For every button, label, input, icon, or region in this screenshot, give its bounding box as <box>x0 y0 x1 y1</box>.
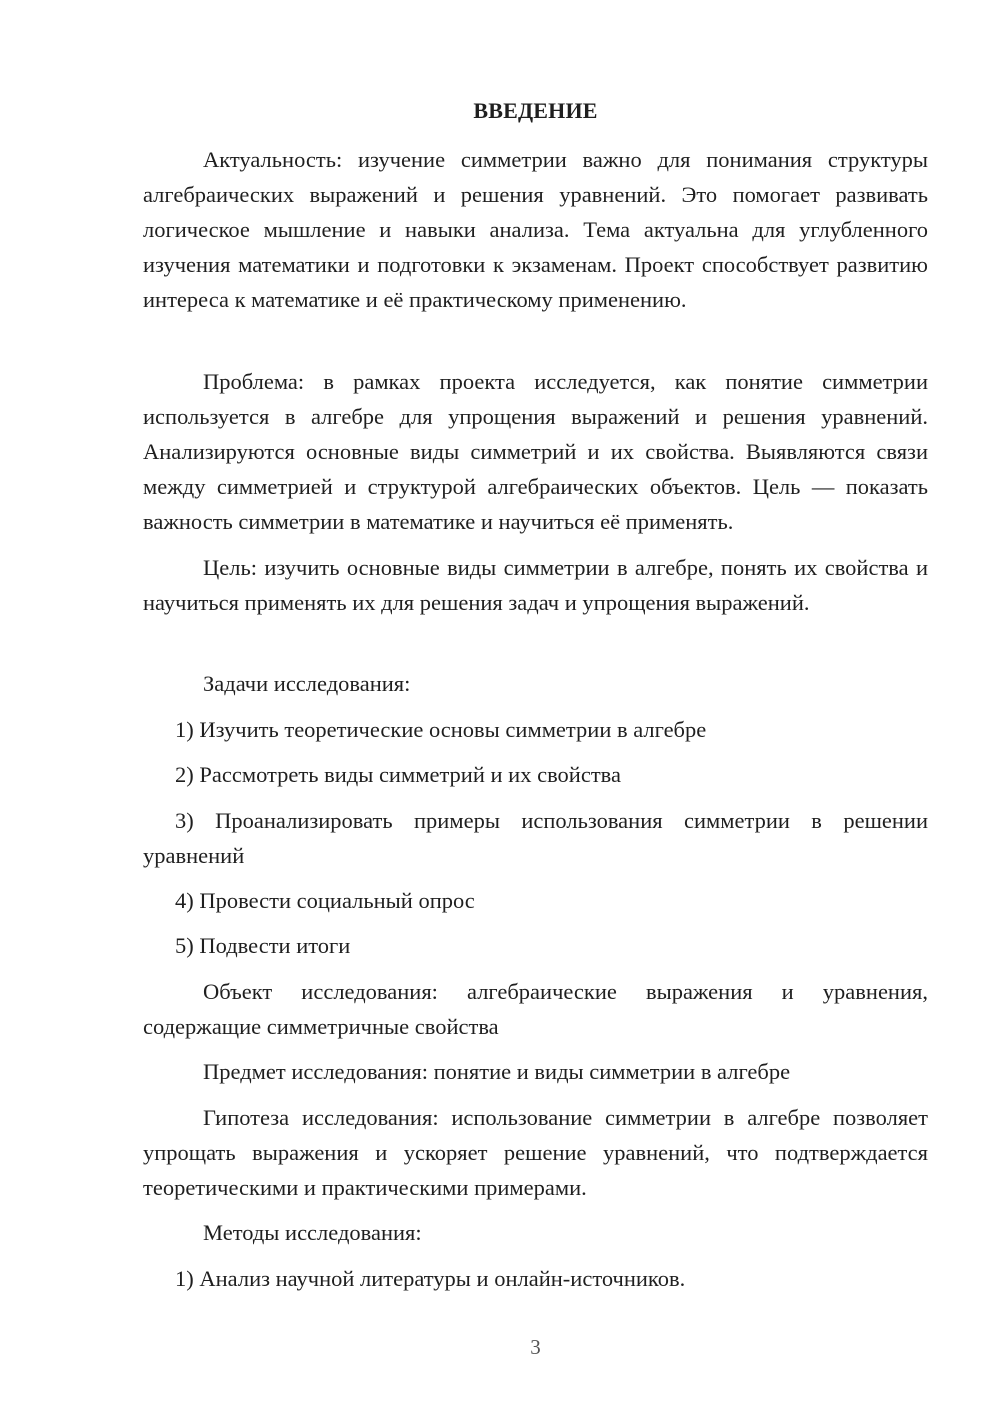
method-item-1: 1) Анализ научной литературы и онлайн-источников. <box>175 1266 686 1291</box>
task-item-1: 1) Изучить теоретические основы симметрии в алгебре <box>175 717 707 742</box>
section-title: ВВЕДЕНИЕ <box>473 98 598 123</box>
page-number: 3 <box>530 1335 541 1359</box>
subject-paragraph: Предмет исследования: понятие и виды симметрии в алгебре <box>203 1059 791 1084</box>
hypothesis-paragraph: Гипотеза исследования: использование симметрии в алгебре позволяет упрощать выражения и ускоряет решение уравнений, что подтверждается теоретическими и практическими примерами. <box>143 1105 928 1200</box>
problem-paragraph: Проблема: в рамках проекта исследуется, как понятие симметрии используется в алгебре для упрощения выражений и решения уравнений. Анализируются основные виды симметрий и их свойства. Выявляются связи между симметрией и структурой алгебраических объектов. Цель — показать важность симметрии в математике и научиться её применять. <box>143 369 928 534</box>
tasks-heading: Задачи исследования: <box>203 671 411 696</box>
task-item-5: 5) Подвести итоги <box>175 933 351 958</box>
methods-heading: Методы исследования: <box>203 1220 422 1245</box>
task-item-4: 4) Провести социальный опрос <box>175 888 475 913</box>
relevance-paragraph: Актуальность: изучение симметрии важно для понимания структуры алгебраических выражений и решения уравнений. Это помогает развивать логическое мышление и навыки анализа. Тема актуальна для углубленного изучения математики и подготовки к экзаменам. Проект способствует развитию интереса к математике и её практическому применению. <box>143 147 928 312</box>
task-item-2: 2) Рассмотреть виды симметрий и их свойства <box>175 762 621 787</box>
goal-paragraph: Цель: изучить основные виды симметрии в алгебре, понять их свойства и научиться применять их для решения задач и упрощения выражений. <box>143 555 928 615</box>
task-item-3: 3) Проанализировать примеры использования симметрии в решении уравнений <box>143 808 928 868</box>
document-page <box>143 0 928 1414</box>
object-paragraph: Объект исследования: алгебраические выражения и уравнения, содержащие симметричные свойства <box>143 979 928 1039</box>
